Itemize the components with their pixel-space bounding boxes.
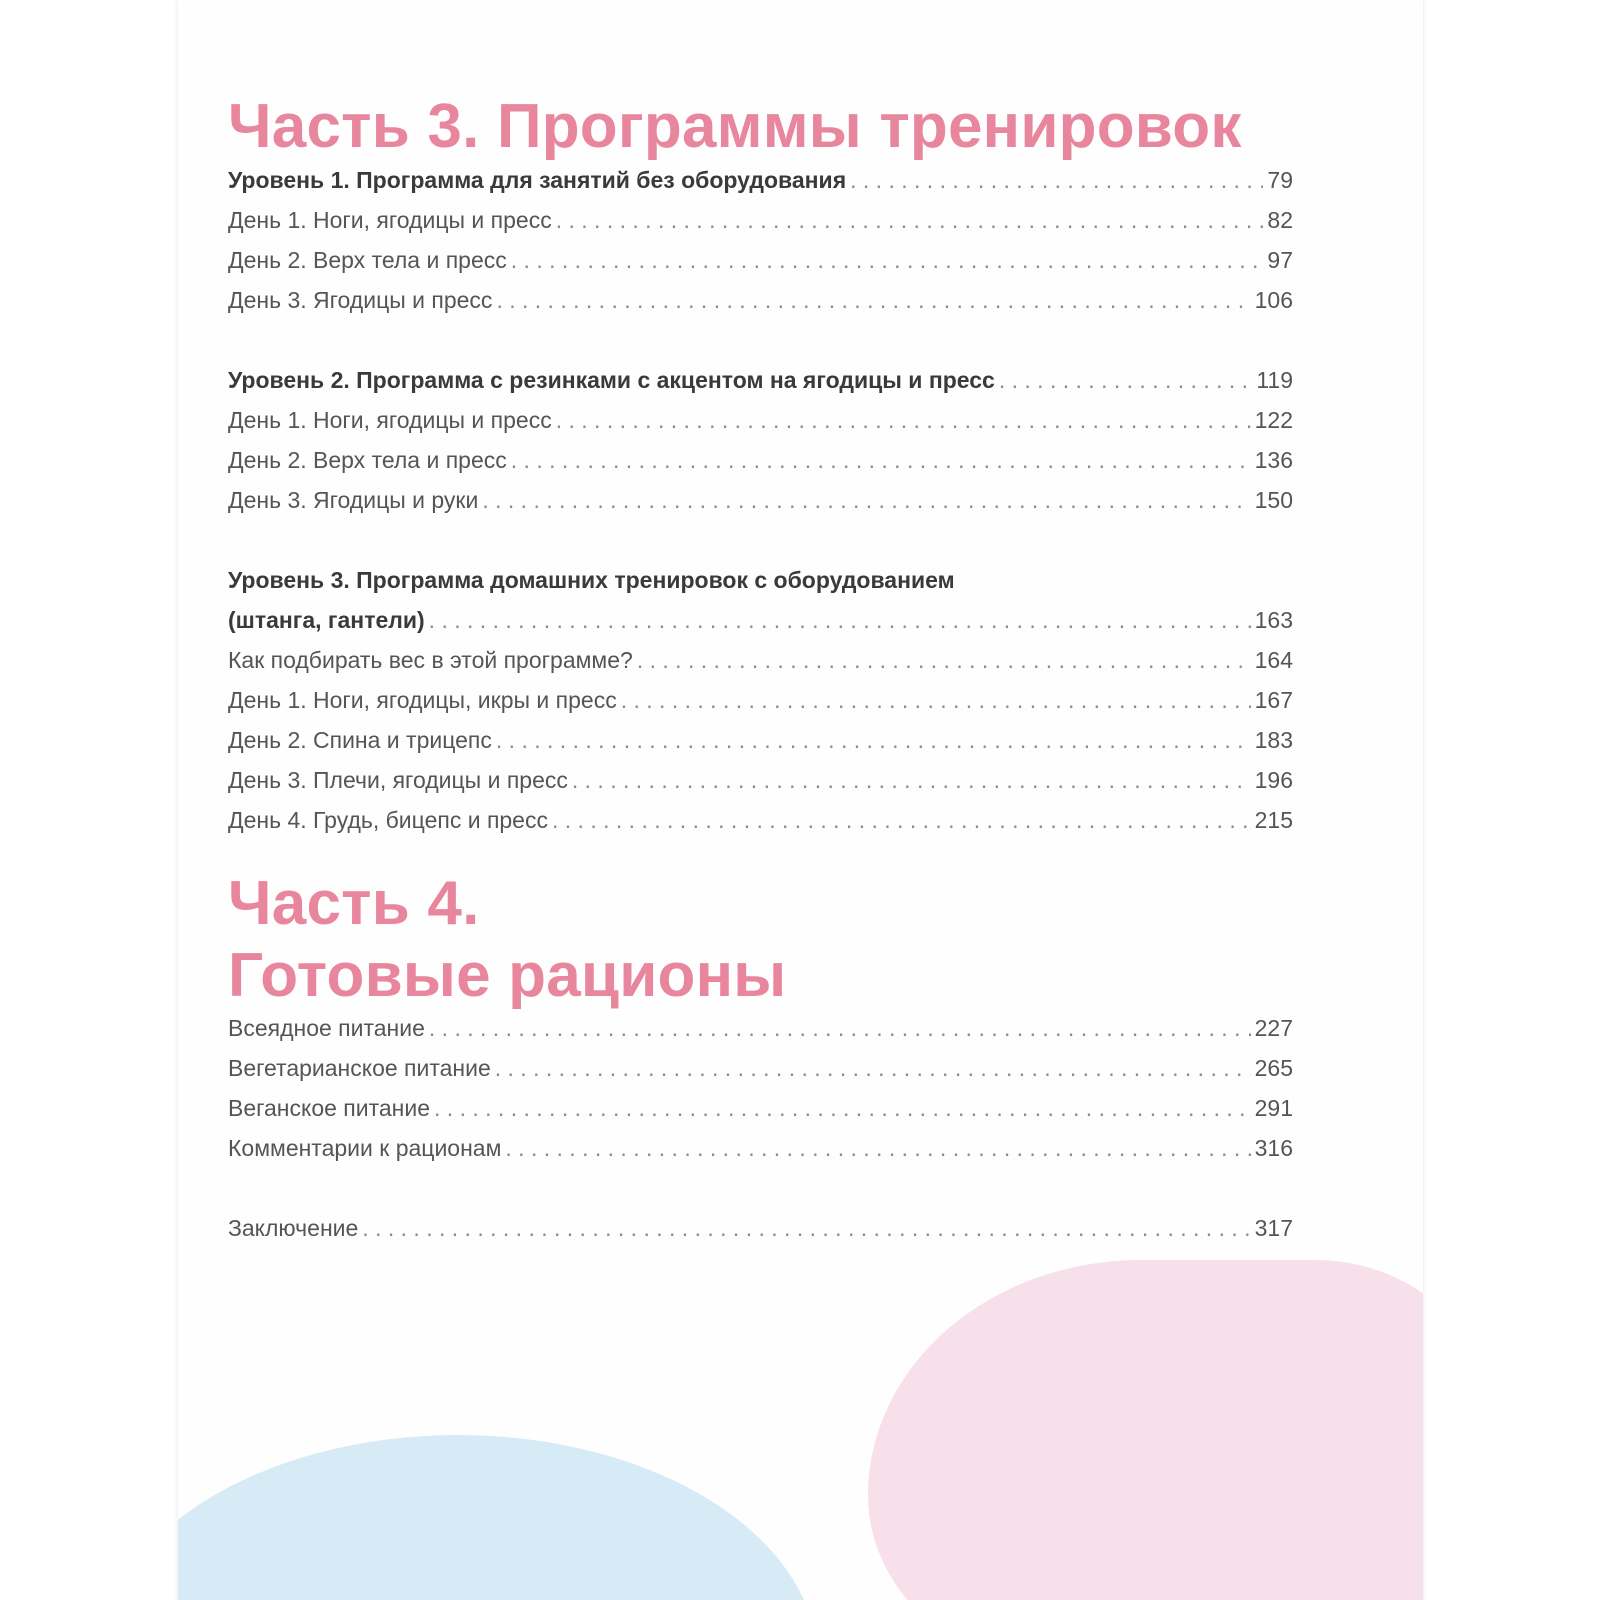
toc-page-number: 183 (1254, 727, 1293, 753)
leader-dots (482, 480, 1250, 520)
toc-entry[interactable] (228, 760, 1293, 800)
toc-page-number: 79 (1267, 167, 1293, 193)
toc-entry[interactable] (228, 280, 1293, 320)
toc-entry[interactable] (228, 1128, 1293, 1168)
toc-entry[interactable] (228, 680, 1293, 720)
toc-entry-title: День 3. Ягодицы и руки (228, 487, 479, 513)
leader-dots (637, 640, 1251, 680)
toc-page-number: 82 (1267, 207, 1293, 233)
leader-dots (496, 280, 1250, 320)
toc-page-number: 196 (1254, 767, 1293, 793)
toc-entry[interactable] (228, 1048, 1293, 1088)
toc-entry[interactable] (228, 720, 1293, 760)
toc-entry[interactable] (228, 1008, 1293, 1048)
toc-entry-title: День 2. Верх тела и пресс (228, 447, 507, 473)
toc-entry-title: День 3. Ягодицы и пресс (228, 287, 493, 313)
toc-page-number: 97 (1267, 247, 1293, 273)
part-3-title: Часть 3. Программы тренировок (228, 92, 1242, 161)
leader-dots (552, 800, 1251, 840)
toc-entry-title: Уровень 2. Программа с резинками с акцентом на ягодицы и пресс (228, 367, 995, 393)
leader-dots (434, 1088, 1251, 1128)
decorative-pink-shape (868, 1260, 1423, 1600)
toc-entry[interactable] (228, 1088, 1293, 1128)
leader-dots (496, 720, 1251, 760)
level-2-section (228, 360, 1293, 520)
toc-entry-level-3[interactable] (228, 600, 1293, 640)
leader-dots (556, 200, 1264, 240)
toc-entry-title: Всеядное питание (228, 1015, 425, 1041)
decorative-blue-shape (178, 1435, 818, 1600)
toc-page-number: 122 (1254, 407, 1293, 433)
leader-dots (429, 600, 1251, 640)
leader-dots (511, 440, 1251, 480)
toc-entry-level-3-heading[interactable] (228, 560, 1293, 600)
toc-entry-title: Как подбирать вес в этой программе? (228, 647, 633, 673)
conclusion-section (228, 1208, 1293, 1248)
toc-entry[interactable] (228, 240, 1293, 280)
toc-entry-title: День 2. Верх тела и пресс (228, 247, 507, 273)
leader-dots (999, 360, 1253, 400)
toc-entry-title: Уровень 1. Программа для занятий без оборудования (228, 167, 847, 193)
leader-dots (429, 1008, 1251, 1048)
leader-dots (495, 1048, 1251, 1088)
toc-page-number: 167 (1254, 687, 1293, 713)
toc-page-number: 106 (1254, 287, 1293, 313)
toc-entry-title: Веганское питание (228, 1095, 431, 1121)
book-page (178, 0, 1423, 1600)
level-1-section (228, 160, 1293, 320)
part-4-section (228, 1008, 1293, 1168)
leader-dots (556, 400, 1251, 440)
toc-page-number: 136 (1254, 447, 1293, 473)
toc-entry[interactable] (228, 800, 1293, 840)
toc-entry-level-1[interactable] (228, 160, 1293, 200)
toc-page-number: 215 (1254, 807, 1293, 833)
toc-entry[interactable] (228, 480, 1293, 520)
leader-dots (850, 160, 1263, 200)
toc-entry[interactable] (228, 400, 1293, 440)
toc-entry[interactable] (228, 440, 1293, 480)
part-4-title-line-1: Часть 4. (228, 869, 480, 938)
toc-entry-title: Уровень 3. Программа домашних тренировок с оборудованием (228, 567, 955, 593)
leader-dots (362, 1208, 1250, 1248)
toc-entry-title: День 3. Плечи, ягодицы и пресс (228, 767, 568, 793)
toc-entry-title: День 2. Спина и трицепс (228, 727, 492, 753)
toc-entry-title: День 1. Ноги, ягодицы, икры и пресс (228, 687, 617, 713)
toc-entry[interactable] (228, 640, 1293, 680)
toc-entry-title: День 1. Ноги, ягодицы и пресс (228, 207, 552, 233)
toc-page-number: 164 (1254, 647, 1293, 673)
leader-dots (511, 240, 1264, 280)
toc-page-number: 150 (1254, 487, 1293, 513)
toc-page-number: 316 (1254, 1135, 1293, 1161)
table-of-contents (228, 92, 1293, 1248)
toc-page-number: 227 (1254, 1015, 1293, 1041)
toc-page-number: 291 (1254, 1095, 1293, 1121)
toc-page-number: 119 (1256, 367, 1293, 393)
level-3-section (228, 560, 1293, 840)
toc-entry-conclusion[interactable] (228, 1208, 1293, 1248)
toc-page-number: 317 (1254, 1215, 1293, 1241)
toc-entry-title: День 1. Ноги, ягодицы и пресс (228, 407, 552, 433)
toc-entry-title: Комментарии к рационам (228, 1135, 502, 1161)
leader-dots (505, 1128, 1250, 1168)
toc-entry-title: Вегетарианское питание (228, 1055, 491, 1081)
leader-dots (572, 760, 1251, 800)
toc-page-number: 163 (1254, 607, 1293, 633)
part-4-title (228, 868, 1293, 1012)
leader-dots (621, 680, 1251, 720)
toc-entry[interactable] (228, 200, 1293, 240)
toc-entry-title: Заключение (228, 1215, 359, 1241)
toc-entry-title: (штанга, гантели) (228, 607, 425, 633)
toc-entry-level-2[interactable] (228, 360, 1293, 400)
toc-page-number: 265 (1254, 1055, 1293, 1081)
toc-entry-title: День 4. Грудь, бицепс и пресс (228, 807, 548, 833)
part-4-title-line-2: Готовые рационы (228, 941, 787, 1010)
